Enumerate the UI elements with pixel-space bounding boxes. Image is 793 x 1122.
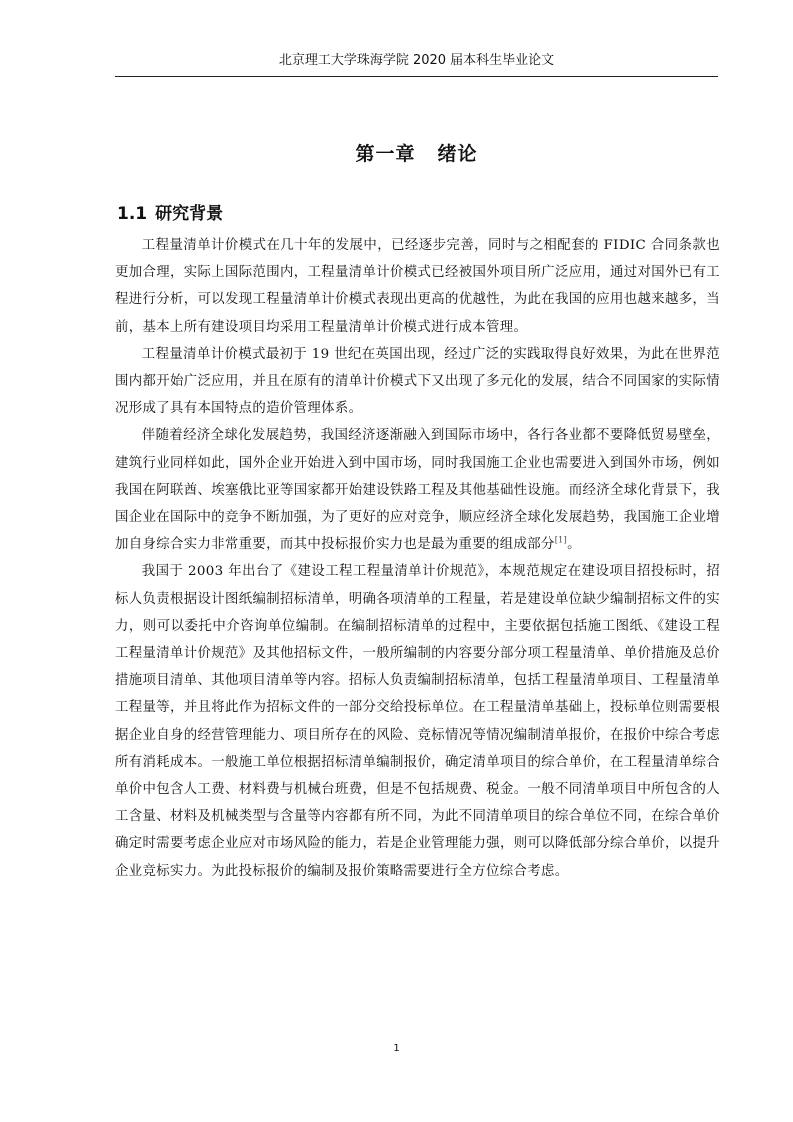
paragraph	[115, 341, 720, 423]
running-header	[115, 52, 718, 70]
paragraph-text: 我国于 2003 年出台了《建设工程工程量清单计价规范》，本规范规定在建设项目招投标时，招标人负责根据设计图纸编制招标清单，明确各项清单的工程量，若是建设单位缺少编制招标文件的实力，则可以委托中介咨询单位编制。在编制招标清单的过程中，主要依据包括施工图纸、《建设工程工程量清单计价规范》及其他招标文件，一般所编制的内容要分部分项工程量清单、单价措施及总价措施项目清单、其他项目清单等内容。招标人负责编制招标清单，包括工程量清单项目、工程量清单工程量等，并且将此作为招标文件的一部分交给投标单位。在工程量清单基础上，投标单位则需要根据企业自身的经营管理能力、项目所存在的风险、竞标情况等情况编制清单报价，在报价中综合考虑所有消耗成本。一般施工单位根据招标清单编制报价，确定清单项目的综合单价，在工程量清单综合单价中包含人工费、材料费与机械台班费，但是不包括规费、税金。一般不同清单项目中所包含的人工含量、材料及机械类型与含量等内容都有所不同，为此不同清单项目的综合单位不同，在综合单价确定时需要考虑企业应对市场风险的能力，若是企业管理能力强，则可以降低部分综合单价，以提升企业竞标实力。为此投标报价的编制及报价策略需要进行全方位综合考虑。	[115, 564, 720, 879]
chapter-name: 绪论	[437, 143, 478, 165]
section-heading	[117, 203, 223, 225]
section-number: 1.1	[117, 204, 148, 224]
paragraph	[115, 232, 720, 341]
paragraph-text: 工程量清单计价模式在几十年的发展中，已经逐步完善，同时与之相配套的 FIDIC 合同条款也更加合理，实际上国际范围内，工程量清单计价模式已经被国外项目所广泛应用，通过对国外已有工程进行分析，可以发现工程量清单计价模式表现出更高的优越性，为此在我国的应用也越来越多，当前，基本上所有建设项目均采用工程量清单计价模式进行成本管理。	[115, 238, 720, 335]
paragraph-text: 工程量清单计价模式最初于 19 世纪在英国出现，经过广泛的实践取得良好效果，为此在世界范围内都开始广泛应用，并且在原有的清单计价模式下又出现了多元化的发展，结合不同国家的实际情况形成了具有本国特点的造价管理体系。	[115, 346, 720, 417]
section-title: 研究背景	[155, 204, 224, 224]
paragraph-text: 伴随着经济全球化发展趋势，我国经济逐渐融入到国际市场中，各行各业都不要降低贸易壁垒，建筑行业同样如此，国外企业开始进入到中国市场，同时我国施工企业也需要进入到国外市场，例如我国在阿联酋、埃塞俄比亚等国家都开始建设铁路工程及其他基础性设施。而经济全球化背景下，我国企业在国际中的竞争不断加强，为了更好的应对竞争，顺应经济全球化发展趋势，我国施工企业增加自身综合实力非常重要，而其中投标报价实力也是最为重要的组成部分	[115, 428, 720, 553]
paragraph-text-tail: 。	[567, 537, 581, 553]
chapter-number: 第一章	[355, 143, 416, 165]
header-rule	[115, 76, 718, 77]
citation-reference[interactable]: [1]	[554, 535, 568, 545]
paragraph	[115, 422, 720, 558]
paragraph	[115, 558, 720, 884]
running-header-title: 北京理工大学珠海学院 2020 届本科生毕业论文	[278, 53, 555, 68]
chapter-title	[115, 142, 718, 166]
page-number: 1	[393, 1043, 400, 1054]
body-text	[115, 232, 720, 885]
